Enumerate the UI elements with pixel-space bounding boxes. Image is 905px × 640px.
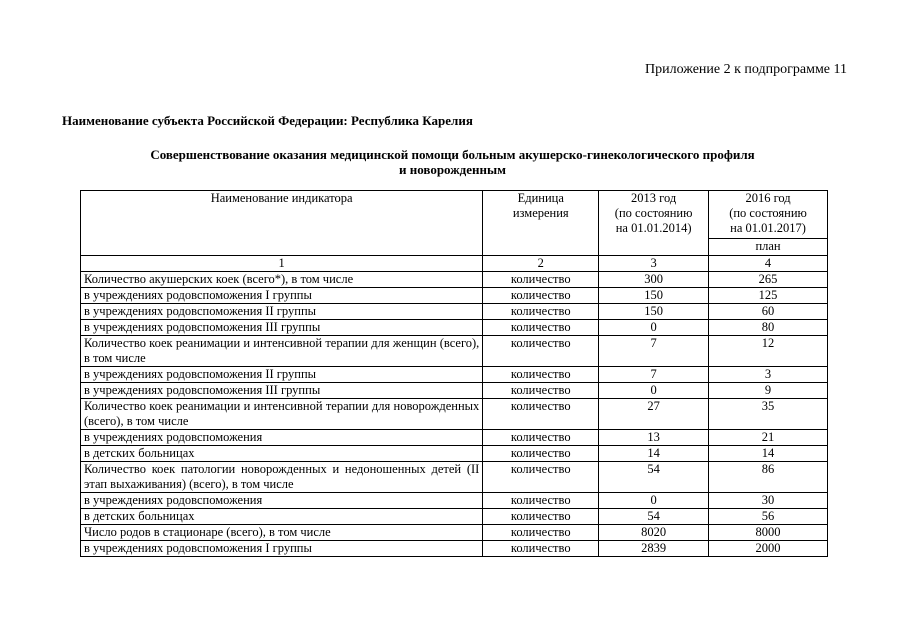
unit-cell: количество bbox=[483, 509, 599, 525]
unit-cell: количество bbox=[483, 541, 599, 557]
unit-cell: количество bbox=[483, 288, 599, 304]
indicator-cell: в учреждениях родовспоможения III группы bbox=[81, 320, 483, 336]
indicator-cell: в детских больницах bbox=[81, 446, 483, 462]
table-row bbox=[81, 493, 828, 509]
value-2016-cell: 80 bbox=[709, 320, 828, 336]
value-2016-cell: 35 bbox=[709, 399, 828, 430]
header-plan: план bbox=[709, 239, 828, 256]
value-2016-cell: 14 bbox=[709, 446, 828, 462]
value-2013-cell: 0 bbox=[599, 383, 709, 399]
appendix-label: Приложение 2 к подпрограмме 11 bbox=[644, 62, 847, 77]
table-row bbox=[81, 525, 828, 541]
table-row bbox=[81, 541, 828, 557]
column-number-4: 4 bbox=[709, 256, 828, 272]
header-2013 bbox=[599, 191, 709, 256]
header-2013-line-1: 2013 год bbox=[631, 191, 677, 205]
value-2016-cell: 56 bbox=[709, 509, 828, 525]
table-row bbox=[81, 446, 828, 462]
table-row bbox=[81, 367, 828, 383]
indicator-cell: в учреждениях родовспоможения I группы bbox=[81, 541, 483, 557]
indicator-cell: в учреждениях родовспоможения bbox=[81, 493, 483, 509]
header-2016-line-3: на 01.01.2017) bbox=[730, 221, 806, 235]
column-number-2: 2 bbox=[483, 256, 599, 272]
table-row bbox=[81, 304, 828, 320]
indicator-cell: Количество акушерских коек (всего*), в том числе bbox=[81, 272, 483, 288]
value-2013-cell: 8020 bbox=[599, 525, 709, 541]
indicators-table bbox=[80, 190, 828, 557]
unit-cell: количество bbox=[483, 304, 599, 320]
value-2013-cell: 54 bbox=[599, 462, 709, 493]
indicator-cell: в учреждениях родовспоможения II группы bbox=[81, 304, 483, 320]
unit-cell: количество bbox=[483, 446, 599, 462]
column-number-1: 1 bbox=[81, 256, 483, 272]
subject-heading: Наименование субъекта Российской Федерации: Республика Карелия bbox=[62, 113, 473, 128]
indicator-cell: в учреждениях родовспоможения III группы bbox=[81, 383, 483, 399]
value-2016-cell: 2000 bbox=[709, 541, 828, 557]
document-title bbox=[80, 147, 825, 177]
unit-cell: количество bbox=[483, 525, 599, 541]
value-2016-cell: 8000 bbox=[709, 525, 828, 541]
value-2013-cell: 14 bbox=[599, 446, 709, 462]
header-2013-line-2: (по состоянию bbox=[614, 206, 693, 220]
value-2013-cell: 300 bbox=[599, 272, 709, 288]
value-2016-cell: 60 bbox=[709, 304, 828, 320]
value-2016-cell: 21 bbox=[709, 430, 828, 446]
column-number-3: 3 bbox=[599, 256, 709, 272]
header-2016-line-2: (по состоянию bbox=[729, 206, 807, 220]
unit-cell: количество bbox=[483, 336, 599, 367]
indicator-cell: в детских больницах bbox=[81, 509, 483, 525]
unit-cell: количество bbox=[483, 462, 599, 493]
unit-cell: количество bbox=[483, 430, 599, 446]
value-2013-cell: 150 bbox=[599, 288, 709, 304]
indicator-cell: Количество коек реанимации и интенсивной терапии для женщин (всего), в том числе bbox=[81, 336, 483, 367]
value-2013-cell: 13 bbox=[599, 430, 709, 446]
table-row bbox=[81, 430, 828, 446]
header-2016-line-1: 2016 год bbox=[745, 191, 791, 205]
table-row bbox=[81, 509, 828, 525]
unit-cell: количество bbox=[483, 320, 599, 336]
value-2016-cell: 125 bbox=[709, 288, 828, 304]
header-indicator: Наименование индикатора bbox=[81, 191, 483, 256]
unit-cell: количество bbox=[483, 399, 599, 430]
indicator-cell: в учреждениях родовспоможения I группы bbox=[81, 288, 483, 304]
value-2013-cell: 7 bbox=[599, 367, 709, 383]
table-row bbox=[81, 462, 828, 493]
header-2013-line-3: на 01.01.2014) bbox=[615, 221, 692, 235]
value-2016-cell: 3 bbox=[709, 367, 828, 383]
header-unit-line-2: измерения bbox=[512, 206, 569, 220]
value-2016-cell: 9 bbox=[709, 383, 828, 399]
table-row bbox=[81, 272, 828, 288]
header-unit-line-1: Единица bbox=[517, 191, 564, 205]
value-2013-cell: 2839 bbox=[599, 541, 709, 557]
indicator-cell: Число родов в стационаре (всего), в том числе bbox=[81, 525, 483, 541]
table-row bbox=[81, 383, 828, 399]
header-unit bbox=[483, 191, 599, 256]
value-2013-cell: 27 bbox=[599, 399, 709, 430]
value-2013-cell: 0 bbox=[599, 320, 709, 336]
unit-cell: количество bbox=[483, 367, 599, 383]
table-row bbox=[81, 288, 828, 304]
title-line-1: Совершенствование оказания медицинской помощи больным акушерско-гинекологического профиля bbox=[150, 147, 755, 162]
table-row bbox=[81, 336, 828, 367]
table-row bbox=[81, 399, 828, 430]
indicator-cell: Количество коек реанимации и интенсивной терапии для новорожденных (всего), в том числе bbox=[81, 399, 483, 430]
unit-cell: количество bbox=[483, 383, 599, 399]
indicator-cell: Количество коек патологии новорожденных и недоношенных детей (II этап выхаживания) (всего), в том числе bbox=[81, 462, 483, 493]
value-2016-cell: 12 bbox=[709, 336, 828, 367]
indicator-cell: в учреждениях родовспоможения II группы bbox=[81, 367, 483, 383]
unit-cell: количество bbox=[483, 493, 599, 509]
unit-cell: количество bbox=[483, 272, 599, 288]
value-2013-cell: 7 bbox=[599, 336, 709, 367]
header-row bbox=[81, 191, 828, 239]
value-2013-cell: 0 bbox=[599, 493, 709, 509]
indicator-cell: в учреждениях родовспоможения bbox=[81, 430, 483, 446]
title-line-2: и новорожденным bbox=[398, 162, 506, 177]
value-2013-cell: 150 bbox=[599, 304, 709, 320]
value-2013-cell: 54 bbox=[599, 509, 709, 525]
header-2016 bbox=[709, 191, 828, 239]
table-row bbox=[81, 320, 828, 336]
value-2016-cell: 30 bbox=[709, 493, 828, 509]
value-2016-cell: 265 bbox=[709, 272, 828, 288]
value-2016-cell: 86 bbox=[709, 462, 828, 493]
column-number-row bbox=[81, 256, 828, 272]
